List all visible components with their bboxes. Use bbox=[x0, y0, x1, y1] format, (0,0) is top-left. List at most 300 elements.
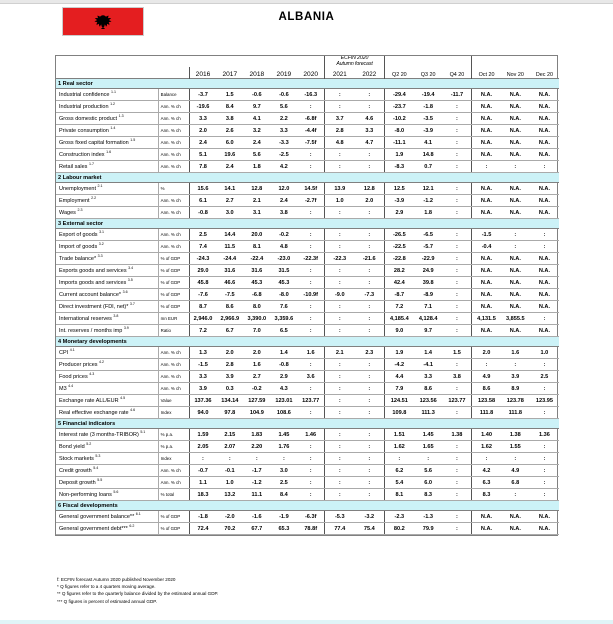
value-year-2020: : bbox=[297, 301, 324, 313]
value-year-2020: : bbox=[297, 313, 324, 325]
value-quarter-2: : bbox=[443, 489, 472, 501]
value-quarter-2: : bbox=[443, 301, 472, 313]
value-year-2018: 5.6 bbox=[243, 149, 270, 161]
row-label: M3 $^{4.4}$ bbox=[56, 383, 158, 395]
row-label: Employment $^{2.2}$ bbox=[56, 195, 158, 207]
value-forecast-2021: : bbox=[324, 489, 354, 501]
value-month-1: N.A. bbox=[501, 277, 530, 289]
value-month-1: 111.8 bbox=[501, 407, 530, 419]
value-month-1: N.A. bbox=[501, 195, 530, 207]
value-quarter-1: 1.4 bbox=[414, 347, 443, 359]
value-quarter-1: 8.3 bbox=[414, 489, 443, 501]
section-header-row bbox=[56, 501, 559, 511]
value-year-2017: 3.8 bbox=[216, 113, 243, 125]
value-year-2018: 104.9 bbox=[243, 407, 270, 419]
page-title: ALBANIA bbox=[278, 11, 335, 23]
value-month-0: N.A. bbox=[472, 113, 501, 125]
value-month-0: : bbox=[472, 359, 501, 371]
value-month-2: N.A. bbox=[530, 523, 559, 535]
value-month-2: 2.5 bbox=[530, 371, 559, 383]
value-year-2020: : bbox=[297, 101, 324, 113]
value-forecast-2021: 2.8 bbox=[324, 125, 354, 137]
value-month-0: N.A. bbox=[472, 325, 501, 337]
value-month-1: N.A. bbox=[501, 511, 530, 523]
value-year-2017: 3.0 bbox=[216, 207, 243, 219]
country-indicators-table bbox=[56, 56, 559, 535]
value-forecast-2022: 2.0 bbox=[355, 195, 385, 207]
value-year-2020: : bbox=[297, 229, 324, 241]
value-month-2: : bbox=[530, 359, 559, 371]
col-header-forecast-1: 2022 bbox=[355, 67, 385, 79]
value-quarter-0: 4.4 bbox=[385, 371, 414, 383]
value-forecast-2022: : bbox=[355, 229, 385, 241]
value-year-2016: 29.0 bbox=[189, 265, 216, 277]
value-quarter-1: 3.3 bbox=[414, 371, 443, 383]
table-row bbox=[56, 241, 559, 253]
table-row bbox=[56, 407, 559, 419]
value-year-2020: -2.7f bbox=[297, 195, 324, 207]
value-quarter-1: -19.4 bbox=[414, 89, 443, 101]
row-footnote-marker: 6.2 bbox=[129, 523, 135, 528]
row-footnote-marker: 2.1 bbox=[97, 183, 103, 188]
row-footnote-marker: 5.6 bbox=[113, 489, 119, 494]
row-unit: % of GDP bbox=[158, 277, 189, 289]
value-month-1: : bbox=[501, 489, 530, 501]
value-quarter-2: 3.8 bbox=[443, 371, 472, 383]
row-unit: % total bbox=[158, 489, 189, 501]
value-year-2019: 65.3 bbox=[270, 523, 297, 535]
value-year-2019: 4.8 bbox=[270, 241, 297, 253]
value-year-2016: 2.4 bbox=[189, 137, 216, 149]
value-quarter-2: : bbox=[443, 265, 472, 277]
section-title: 2 Labour market bbox=[56, 173, 559, 183]
value-year-2018: 45.3 bbox=[243, 277, 270, 289]
col-header-year-1: 2017 bbox=[222, 71, 238, 79]
value-year-2017: 2.0 bbox=[216, 347, 243, 359]
value-quarter-0: -8.7 bbox=[385, 289, 414, 301]
row-footnote-marker: 5.5 bbox=[97, 477, 103, 482]
row-label: Export of goods $^{3.1}$ bbox=[56, 229, 158, 241]
value-year-2016: 3.3 bbox=[189, 371, 216, 383]
table-row bbox=[56, 429, 559, 441]
value-year-2018: 4.1 bbox=[243, 113, 270, 125]
value-forecast-2021: : bbox=[324, 101, 354, 113]
table-row bbox=[56, 253, 559, 265]
value-year-2018: -6.8 bbox=[243, 289, 270, 301]
row-label: Construction index $^{1.6}$ bbox=[56, 149, 158, 161]
value-quarter-0: -26.5 bbox=[385, 229, 414, 241]
value-year-2018: 3,390.0 bbox=[243, 313, 270, 325]
value-quarter-2: : bbox=[443, 125, 472, 137]
value-quarter-1: 4.1 bbox=[414, 137, 443, 149]
value-quarter-0: -10.2 bbox=[385, 113, 414, 125]
row-label: General government debt*** $^{6.2}$ bbox=[56, 523, 158, 535]
value-year-2020: : bbox=[297, 325, 324, 337]
value-quarter-0: -23.7 bbox=[385, 101, 414, 113]
row-unit: Ann. % ch bbox=[158, 207, 189, 219]
value-forecast-2022: : bbox=[355, 265, 385, 277]
section-header-row bbox=[56, 219, 559, 229]
row-label: Industrial production $^{1.2}$ bbox=[56, 101, 158, 113]
value-month-0: N.A. bbox=[472, 125, 501, 137]
value-year-2017: 6.7 bbox=[216, 325, 243, 337]
value-year-2018: 2.0 bbox=[243, 347, 270, 359]
value-quarter-0: -8.0 bbox=[385, 125, 414, 137]
value-month-0: N.A. bbox=[472, 277, 501, 289]
value-year-2020: -10.9f bbox=[297, 289, 324, 301]
value-year-2019: 123.01 bbox=[270, 395, 297, 407]
row-label: Deposit growth $^{5.5}$ bbox=[56, 477, 158, 489]
section-header-row bbox=[56, 419, 559, 429]
header-blank-quarters bbox=[385, 56, 472, 67]
value-year-2020: 3.6 bbox=[297, 371, 324, 383]
value-year-2017: 1.5 bbox=[216, 89, 243, 101]
value-year-2020: : bbox=[297, 441, 324, 453]
header-blank-years bbox=[189, 56, 324, 67]
table-row bbox=[56, 125, 559, 137]
value-forecast-2021: : bbox=[324, 89, 354, 101]
row-unit: Ann. % ch bbox=[158, 161, 189, 173]
value-month-2: : bbox=[530, 229, 559, 241]
value-year-2020: : bbox=[297, 465, 324, 477]
value-quarter-1: : bbox=[414, 453, 443, 465]
row-label: Trade balance* $^{3.3}$ bbox=[56, 253, 158, 265]
header-row-periods bbox=[56, 67, 559, 79]
value-year-2016: 1.59 bbox=[189, 429, 216, 441]
value-forecast-2021: : bbox=[324, 149, 354, 161]
value-forecast-2022: 12.8 bbox=[355, 183, 385, 195]
value-forecast-2021: : bbox=[324, 371, 354, 383]
value-month-1: 4.9 bbox=[501, 465, 530, 477]
value-quarter-1: -8.9 bbox=[414, 289, 443, 301]
value-year-2017: 46.6 bbox=[216, 277, 243, 289]
value-year-2017: 19.6 bbox=[216, 149, 243, 161]
row-label: Gross domestic product $^{1.3}$ bbox=[56, 113, 158, 125]
value-month-2: : bbox=[530, 489, 559, 501]
value-quarter-1: -22.9 bbox=[414, 253, 443, 265]
value-forecast-2022: : bbox=[355, 477, 385, 489]
row-footnote-marker: 3.9 bbox=[123, 325, 129, 330]
row-footnote-marker: 3.7 bbox=[129, 301, 135, 306]
value-year-2016: 7.4 bbox=[189, 241, 216, 253]
value-month-0: 8.6 bbox=[472, 383, 501, 395]
value-quarter-1: 5.6 bbox=[414, 465, 443, 477]
value-month-0: 6.3 bbox=[472, 477, 501, 489]
value-month-1: 123.78 bbox=[501, 395, 530, 407]
row-label: Imports goods and services $^{3.5}$ bbox=[56, 277, 158, 289]
table-header bbox=[56, 56, 559, 79]
value-quarter-2: : bbox=[443, 277, 472, 289]
value-year-2019: 2.2 bbox=[270, 113, 297, 125]
value-year-2020: 1.6 bbox=[297, 347, 324, 359]
value-quarter-2: : bbox=[443, 453, 472, 465]
value-forecast-2022: : bbox=[355, 465, 385, 477]
value-forecast-2022: : bbox=[355, 371, 385, 383]
value-quarter-2: -11.7 bbox=[443, 89, 472, 101]
value-year-2016: 137.36 bbox=[189, 395, 216, 407]
col-header-forecast-0: 2021 bbox=[324, 67, 354, 79]
table-row bbox=[56, 383, 559, 395]
value-forecast-2021: : bbox=[324, 301, 354, 313]
value-forecast-2022: : bbox=[355, 149, 385, 161]
value-month-1: 1.55 bbox=[501, 441, 530, 453]
table-row bbox=[56, 289, 559, 301]
value-year-2016: 2.05 bbox=[189, 441, 216, 453]
value-month-1: N.A. bbox=[501, 523, 530, 535]
value-year-2017: 134.14 bbox=[216, 395, 243, 407]
value-year-2018: -0.2 bbox=[243, 383, 270, 395]
value-year-2018: -1.2 bbox=[243, 477, 270, 489]
value-month-1: N.A. bbox=[501, 289, 530, 301]
value-year-2020: : bbox=[297, 359, 324, 371]
value-quarter-0: 28.2 bbox=[385, 265, 414, 277]
value-month-0: N.A. bbox=[472, 265, 501, 277]
row-label: Exchange rate ALL/EUR $^{4.5}$ bbox=[56, 395, 158, 407]
value-year-2020: : bbox=[297, 265, 324, 277]
value-year-2020: 14.5f bbox=[297, 183, 324, 195]
value-year-2016: 2.0 bbox=[189, 125, 216, 137]
value-year-2016: 7.8 bbox=[189, 161, 216, 173]
value-year-2017: -24.4 bbox=[216, 253, 243, 265]
value-month-0: -0.4 bbox=[472, 241, 501, 253]
value-forecast-2021: : bbox=[324, 477, 354, 489]
table-row bbox=[56, 229, 559, 241]
value-month-2: N.A. bbox=[530, 101, 559, 113]
value-quarter-0: 9.0 bbox=[385, 325, 414, 337]
value-quarter-1: -3.9 bbox=[414, 125, 443, 137]
value-year-2017: 97.8 bbox=[216, 407, 243, 419]
value-quarter-1: 7.1 bbox=[414, 301, 443, 313]
footnote-2: * Q figures refer to a 4 quarters moving average. bbox=[57, 584, 156, 590]
value-year-2019: 1.4 bbox=[270, 347, 297, 359]
value-year-2016: 1.3 bbox=[189, 347, 216, 359]
value-quarter-0: 109.8 bbox=[385, 407, 414, 419]
row-footnote-marker: 1.4 bbox=[110, 125, 116, 130]
value-month-1: : bbox=[501, 229, 530, 241]
value-forecast-2021: 77.4 bbox=[324, 523, 354, 535]
value-month-2: N.A. bbox=[530, 325, 559, 337]
value-year-2020: -16.3 bbox=[297, 89, 324, 101]
value-month-1: 3.9 bbox=[501, 371, 530, 383]
value-year-2020: : bbox=[297, 161, 324, 173]
row-footnote-marker: 5.2 bbox=[86, 441, 92, 446]
value-month-0: N.A. bbox=[472, 301, 501, 313]
value-year-2020: -6.8f bbox=[297, 113, 324, 125]
value-forecast-2021: : bbox=[324, 441, 354, 453]
value-month-1: : bbox=[501, 241, 530, 253]
value-quarter-1: -1.8 bbox=[414, 101, 443, 113]
value-year-2018: 1.83 bbox=[243, 429, 270, 441]
value-year-2016: -24.3 bbox=[189, 253, 216, 265]
table-row bbox=[56, 347, 559, 359]
value-year-2016: -1.8 bbox=[189, 511, 216, 523]
forecast-header-line2: Autumn forecast bbox=[336, 60, 373, 67]
value-year-2017: 2.8 bbox=[216, 359, 243, 371]
value-year-2018: 3.1 bbox=[243, 207, 270, 219]
value-year-2016: 7.2 bbox=[189, 325, 216, 337]
value-year-2016: -3.7 bbox=[189, 89, 216, 101]
value-year-2017: 2.15 bbox=[216, 429, 243, 441]
row-unit: % of GDP bbox=[158, 289, 189, 301]
value-month-2: N.A. bbox=[530, 125, 559, 137]
table-row bbox=[56, 511, 559, 523]
value-month-2: : bbox=[530, 441, 559, 453]
value-year-2020: : bbox=[297, 383, 324, 395]
row-label: Interest rate (3 months-TRIBOR) $^{5.1}$ bbox=[56, 429, 158, 441]
table-row bbox=[56, 453, 559, 465]
value-quarter-1: 39.8 bbox=[414, 277, 443, 289]
table-row bbox=[56, 371, 559, 383]
row-label: Bond yield $^{5.2}$ bbox=[56, 441, 158, 453]
table-row bbox=[56, 359, 559, 371]
header-blank-label bbox=[56, 56, 158, 67]
value-quarter-1: 1.45 bbox=[414, 429, 443, 441]
value-month-0: 4.2 bbox=[472, 465, 501, 477]
row-label: Gross fixed capital formation $^{1.5}$ bbox=[56, 137, 158, 149]
value-month-1: N.A. bbox=[501, 325, 530, 337]
value-forecast-2022: : bbox=[355, 489, 385, 501]
value-month-0: N.A. bbox=[472, 149, 501, 161]
value-forecast-2022: : bbox=[355, 89, 385, 101]
value-year-2016: 8.7 bbox=[189, 301, 216, 313]
value-quarter-0: -22.5 bbox=[385, 241, 414, 253]
value-quarter-2: : bbox=[443, 407, 472, 419]
value-year-2017: 70.2 bbox=[216, 523, 243, 535]
row-unit: Ann. % ch bbox=[158, 241, 189, 253]
value-forecast-2021: : bbox=[324, 277, 354, 289]
row-unit: Ann. % ch bbox=[158, 101, 189, 113]
value-year-2019: 108.6 bbox=[270, 407, 297, 419]
value-forecast-2021: -5.3 bbox=[324, 511, 354, 523]
row-unit: Ann. % ch bbox=[158, 113, 189, 125]
value-month-2: : bbox=[530, 407, 559, 419]
table-row bbox=[56, 89, 559, 101]
col-header-year-2: 2018 bbox=[249, 71, 265, 79]
value-year-2020: : bbox=[297, 241, 324, 253]
value-year-2016: -1.5 bbox=[189, 359, 216, 371]
row-footnote-marker: 5.4 bbox=[93, 465, 99, 470]
value-year-2016: 15.6 bbox=[189, 183, 216, 195]
value-month-0: 4.9 bbox=[472, 371, 501, 383]
value-month-2: N.A. bbox=[530, 265, 559, 277]
row-label: International reserves $^{3.8}$ bbox=[56, 313, 158, 325]
value-quarter-2: 1.38 bbox=[443, 429, 472, 441]
value-quarter-2: : bbox=[443, 149, 472, 161]
value-year-2020: : bbox=[297, 207, 324, 219]
value-year-2017: -2.0 bbox=[216, 511, 243, 523]
value-month-0: N.A. bbox=[472, 137, 501, 149]
value-forecast-2022: 2.3 bbox=[355, 347, 385, 359]
value-year-2019: 5.6 bbox=[270, 101, 297, 113]
table-row bbox=[56, 161, 559, 173]
value-year-2018: 2.1 bbox=[243, 195, 270, 207]
value-quarter-0: -29.4 bbox=[385, 89, 414, 101]
value-year-2016: 72.4 bbox=[189, 523, 216, 535]
value-month-0: 2.0 bbox=[472, 347, 501, 359]
value-month-0: 111.8 bbox=[472, 407, 501, 419]
value-month-2: 123.95 bbox=[530, 395, 559, 407]
value-quarter-2: : bbox=[443, 207, 472, 219]
value-quarter-1: 6.0 bbox=[414, 477, 443, 489]
value-forecast-2021: 4.8 bbox=[324, 137, 354, 149]
row-footnote-marker: 2.3 bbox=[77, 207, 83, 212]
value-quarter-2: : bbox=[443, 523, 472, 535]
value-month-1: N.A. bbox=[501, 125, 530, 137]
row-footnote-marker: 4.2 bbox=[99, 359, 105, 364]
value-year-2019: 1.76 bbox=[270, 441, 297, 453]
row-footnote-marker: 4.6 bbox=[130, 407, 136, 412]
value-forecast-2022: : bbox=[355, 207, 385, 219]
value-year-2017: 0.3 bbox=[216, 383, 243, 395]
value-forecast-2022: : bbox=[355, 301, 385, 313]
table-row bbox=[56, 489, 559, 501]
section-header-row bbox=[56, 337, 559, 347]
value-month-2: N.A. bbox=[530, 113, 559, 125]
value-quarter-0: 80.2 bbox=[385, 523, 414, 535]
header-label-col bbox=[56, 67, 158, 79]
value-forecast-2022: : bbox=[355, 395, 385, 407]
value-year-2017: 14.4 bbox=[216, 229, 243, 241]
value-forecast-2021: : bbox=[324, 161, 354, 173]
value-month-0: -1.5 bbox=[472, 229, 501, 241]
value-quarter-0: -4.2 bbox=[385, 359, 414, 371]
value-month-2: N.A. bbox=[530, 207, 559, 219]
section-header-row bbox=[56, 79, 559, 89]
value-quarter-2: : bbox=[443, 161, 472, 173]
col-header-month-1: Nov 20 bbox=[506, 72, 524, 79]
table-row bbox=[56, 207, 559, 219]
value-year-2019: 2.9 bbox=[270, 371, 297, 383]
row-footnote-marker: 3.3 bbox=[97, 253, 103, 258]
value-year-2017: 6.0 bbox=[216, 137, 243, 149]
value-year-2018: 1.6 bbox=[243, 359, 270, 371]
footnote-4: *** Q figures in percent of estimated annual GDP. bbox=[57, 598, 158, 604]
value-forecast-2022: : bbox=[355, 161, 385, 173]
value-year-2020: 78.8f bbox=[297, 523, 324, 535]
value-month-0: N.A. bbox=[472, 195, 501, 207]
row-unit: Ann. % ch bbox=[158, 137, 189, 149]
value-quarter-0: 1.51 bbox=[385, 429, 414, 441]
value-year-2016: 2,946.0 bbox=[189, 313, 216, 325]
value-year-2019: 3.3 bbox=[270, 125, 297, 137]
row-unit: Ann. % ch bbox=[158, 229, 189, 241]
row-footnote-marker: 3.5 bbox=[127, 277, 133, 282]
value-forecast-2021: : bbox=[324, 407, 354, 419]
row-unit: Balance bbox=[158, 89, 189, 101]
table-row bbox=[56, 265, 559, 277]
value-quarter-1: 1.8 bbox=[414, 207, 443, 219]
value-year-2018: 2.7 bbox=[243, 371, 270, 383]
row-label: Direct investment (FDI, net)* $^{3.7}$ bbox=[56, 301, 158, 313]
value-year-2018: 20.0 bbox=[243, 229, 270, 241]
table-body bbox=[56, 79, 559, 535]
value-month-0: N.A. bbox=[472, 101, 501, 113]
section-header-row bbox=[56, 173, 559, 183]
value-year-2019: -8.0 bbox=[270, 289, 297, 301]
value-year-2017: : bbox=[216, 453, 243, 465]
row-unit: % of GDP bbox=[158, 253, 189, 265]
value-year-2016: -7.6 bbox=[189, 289, 216, 301]
row-unit: % of GDP bbox=[158, 265, 189, 277]
value-forecast-2022: 75.4 bbox=[355, 523, 385, 535]
row-label: Food prices $^{4.3}$ bbox=[56, 371, 158, 383]
table-row bbox=[56, 149, 559, 161]
value-quarter-0: 4,185.4 bbox=[385, 313, 414, 325]
row-unit: Ann. % ch bbox=[158, 195, 189, 207]
row-footnote-marker: 1.7 bbox=[88, 161, 94, 166]
value-year-2017: 3.9 bbox=[216, 371, 243, 383]
value-forecast-2022: : bbox=[355, 101, 385, 113]
